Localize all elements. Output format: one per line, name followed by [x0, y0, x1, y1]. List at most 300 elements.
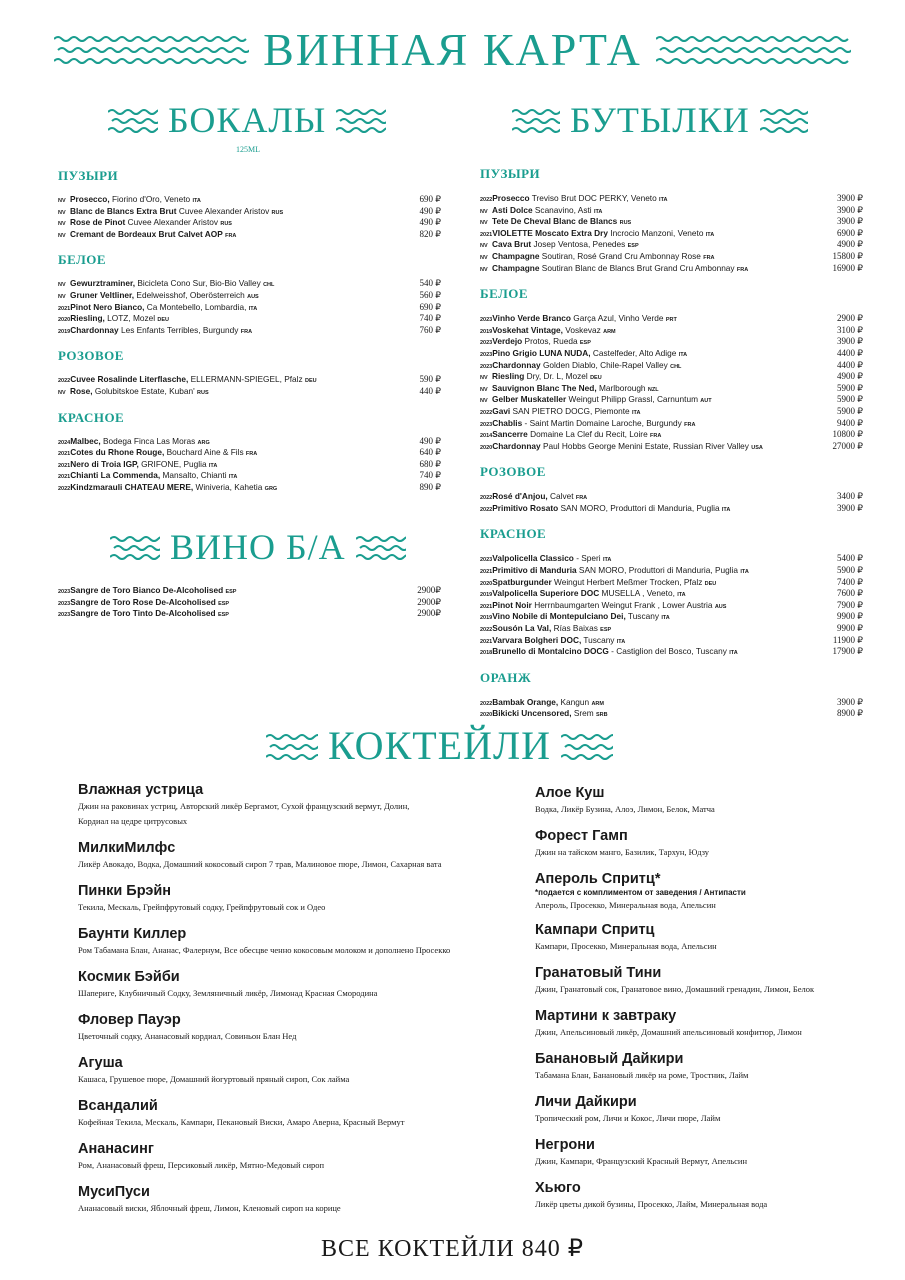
cocktail-item: [535, 964, 875, 1007]
wine-year: 2023: [58, 600, 71, 607]
wine-row: [480, 635, 863, 647]
cocktail-name: Гранатовый Тини: [535, 965, 662, 981]
category-heading: РОЗОВОЕ: [480, 464, 546, 480]
wine-year: 2019: [480, 328, 493, 335]
cocktails-price-footer: ВСЕ КОКТЕЙЛИ 840 ₽: [321, 1236, 584, 1262]
wine-year: 2021: [58, 305, 71, 312]
cocktail-name: Всандалий: [78, 1098, 158, 1114]
wine-country: SRB: [596, 712, 608, 719]
wine-country: CHL: [263, 282, 275, 289]
wine-price: 640 ₽: [419, 447, 441, 458]
wine-price: 4400 ₽: [837, 359, 863, 370]
wine-country: ITA: [729, 650, 738, 657]
cocktail-ingredients: Джин на тайском манго, Базилик, Тархун, Юдзу: [535, 847, 710, 857]
wine-name: Varvara Bolgheri DOC,: [492, 634, 582, 645]
wine-price: 2900₽: [417, 585, 441, 595]
wine-row: [58, 470, 441, 482]
wine-price: 9400 ₽: [837, 417, 863, 428]
wine-row: [480, 577, 863, 589]
wine-description: Fiorino d'Oro, Veneto: [109, 194, 191, 204]
wine-year: 2020: [480, 580, 493, 587]
wine-name: Sangre de Toro Rose De-Alcoholised: [70, 596, 216, 607]
cocktail-item: [535, 1050, 875, 1093]
wine-price: 4900 ₽: [837, 371, 863, 382]
category-heading: БЕЛОЕ: [58, 252, 107, 268]
waves-left-ornament: [54, 32, 249, 68]
wine-name: Cuvee Rosalinde Literflasche,: [70, 374, 189, 385]
cocktail-ingredients: Цветочный содку, Ананасовый кордиал, Совиньон Блан Нед: [78, 1031, 297, 1041]
wine-country: FRA: [575, 495, 588, 502]
wine-price: 3900 ₽: [837, 336, 863, 347]
wine-name: Verdejo: [492, 336, 523, 347]
wine-name: Rosé d'Anjou,: [492, 491, 548, 502]
cocktail-ingredients: Джин на раковинах устриц, Авторский ликёр Бергамот, Сухой французский вермут, Долин,: [78, 801, 410, 811]
wine-row: [480, 565, 863, 577]
wine-year: NV: [480, 208, 488, 215]
wine-list: [480, 697, 863, 720]
wine-name: Sancerre: [492, 429, 528, 440]
cocktail-ingredients: Джин, Гранатовый сок, Гранатовое вино, Домашний гренадин, Лимон, Белок: [535, 984, 815, 994]
cocktail-item: [535, 784, 875, 827]
wine-description: - Castiglion del Bosco, Tuscany: [608, 646, 727, 657]
wine-name: VIOLETTE Moscato Extra Dry: [492, 227, 608, 238]
wine-description: Edelweisshof, Oberösterreich: [134, 289, 245, 300]
wine-description: Herrnbaumgarten Weingut Frank , Lower Austria: [531, 599, 713, 610]
wine-country: NZL: [647, 386, 659, 393]
wine-country: FRA: [736, 266, 749, 273]
wine-price: 6900 ₽: [837, 227, 863, 238]
category-heading: ПУЗЫРИ: [58, 168, 119, 183]
cocktail-name: Пинки Брэйн: [78, 883, 172, 899]
wine-country: ITA: [659, 197, 668, 203]
wine-year: NV: [480, 266, 488, 273]
wine-country: RUS: [271, 209, 284, 216]
wine-name: Sauvignon Blanc The Ned,: [492, 382, 597, 393]
wine-country: DEU: [590, 375, 602, 382]
wine-country: ESP: [217, 612, 229, 619]
wine-country: ITA: [248, 305, 258, 312]
wine-name: Vino Nobile di Montepulciano Dei,: [492, 611, 626, 622]
wine-row: [58, 597, 441, 609]
wine-name: Rose,: [70, 385, 93, 396]
wine-description: Bodega Finca Las Moras: [100, 435, 196, 446]
wine-description: Marlborough: [596, 382, 646, 393]
wine-country: ITA: [721, 506, 731, 513]
wine-name: Pinot Nero Bianco,: [70, 301, 145, 312]
wine-price: 820 ₽: [419, 228, 441, 239]
wine-year: 2022: [480, 700, 493, 707]
cocktail-ingredients: Водка, Ликёр Бузина, Алоэ, Лимон, Белок, Матча: [535, 804, 715, 814]
wine-price: 680 ₽: [419, 458, 441, 469]
wine-year: 2021: [480, 638, 493, 645]
wine-name: Riesling: [492, 371, 525, 382]
cocktail-ingredients: Тропический ром, Личи и Кокос, Личи пюре, Лайм: [535, 1113, 721, 1123]
category-heading: БЕЛОЕ: [480, 286, 529, 302]
wine-price: 2900 ₽: [837, 313, 863, 324]
cocktail-name: Влажная устрица: [78, 782, 204, 798]
bottles-header: [512, 100, 808, 140]
wine-name: Bikicki Uncensored,: [492, 708, 572, 719]
cocktail-item: [78, 1054, 498, 1097]
wine-price: 16900 ₽: [832, 262, 863, 273]
cocktail-ingredients: Апероль, Просекко, Минеральная вода, Апельсин: [535, 900, 716, 910]
cocktail-note: *подается с комплиментом от заведения / Антипасти: [535, 888, 746, 897]
wine-description: Tuscany: [625, 611, 659, 622]
wine-name: Gavi: [492, 405, 511, 416]
cocktail-item: [78, 968, 498, 1011]
wine-description: Kangun: [558, 696, 590, 707]
wine-country: GRG: [264, 485, 278, 492]
wine-price: 3900 ₽: [837, 502, 863, 513]
wine-country: ESP: [600, 627, 612, 634]
wine-name: Asti Dolce: [492, 204, 533, 215]
wine-price: 760 ₽: [419, 324, 441, 335]
waves-ornament: [512, 106, 560, 134]
cocktails-left-column: [78, 781, 498, 1226]
wine-row: [480, 383, 863, 395]
wine-name: Cava Brut: [492, 239, 532, 250]
cocktail-name: Космик Бэйби: [78, 969, 180, 985]
page-title: ВИННАЯ КАРТА: [263, 24, 642, 75]
waves-ornament: [108, 106, 158, 134]
wine-row: [480, 697, 863, 709]
wine-country: ITA: [678, 351, 688, 358]
wine-country: ITA: [705, 231, 715, 238]
cocktail-ingredients: Ананасовый виски, Яблочный фреш, Лимон, Кленовый сироп на корице: [78, 1203, 341, 1213]
wine-price: 7400 ₽: [837, 576, 863, 587]
wine-name: Voskehat Vintage,: [492, 324, 563, 335]
wine-year: 2021: [58, 462, 71, 469]
cocktail-item: [78, 1140, 498, 1183]
cocktails-right-column: [535, 784, 875, 1222]
wine-description: Weingut Herbert Meßmer Trocken, Pfalz: [551, 576, 703, 587]
wine-year: NV: [58, 282, 66, 289]
wine-name: Gewurztraminer,: [70, 278, 136, 289]
wine-row: [480, 503, 863, 515]
wine-description: SAN MORO, Produttori di Manduria, Puglia: [558, 502, 720, 513]
cocktail-item: [78, 882, 498, 925]
wine-country: FRA: [225, 232, 237, 239]
cocktail-name: Баунти Киллер: [78, 926, 187, 942]
wine-year: 2020: [480, 444, 493, 451]
category-heading: ПУЗЫРИ: [480, 166, 541, 181]
wine-price: 8900 ₽: [837, 708, 863, 719]
wine-description: - Speri: [573, 553, 601, 564]
wine-price: 3900 ₽: [837, 204, 863, 215]
wine-name: Riesling,: [70, 313, 105, 324]
wine-price: 5900 ₽: [837, 565, 863, 576]
glasses-volume: 125ML: [236, 145, 260, 154]
wine-price: 890 ₽: [419, 481, 441, 492]
cocktail-ingredients: Джин, Апельсиновый ликёр, Домашний апельсиновый конфитюр, Лимон: [535, 1027, 802, 1037]
wine-price: 560 ₽: [419, 289, 441, 300]
wine-description: Paul Hobbs George Menini Estate, Russian River Valley: [540, 440, 749, 451]
wine-year: NV: [58, 198, 66, 204]
cocktail-item: [535, 1136, 875, 1179]
wine-list: [58, 374, 441, 397]
wine-price: 17900 ₽: [832, 646, 863, 657]
wine-year: 2022: [480, 627, 493, 634]
wine-row: [480, 228, 863, 240]
cocktail-name: Кампари Спритц: [535, 922, 655, 938]
wine-name: Sangre de Toro Tinto De-Alcoholised: [70, 608, 216, 619]
wine-country: PRT: [665, 317, 677, 324]
wine-price: 5900 ₽: [837, 382, 863, 393]
cocktail-ingredients: Текила, Мескаль, Грейпфрутовый содку, Грейпфрутовый сок и Одео: [78, 902, 326, 912]
cocktails-title: КОКТЕЙЛИ: [328, 723, 552, 768]
wine-year: 2022: [480, 197, 493, 203]
wine-row: [480, 325, 863, 337]
wine-row: [58, 608, 441, 620]
wine-description: Winiveria, Kahetia: [193, 481, 263, 492]
wine-country: CHL: [670, 363, 682, 370]
wine-year: 2024: [58, 439, 71, 446]
wine-price: 2900₽: [417, 596, 441, 607]
wine-country: ITA: [616, 638, 626, 645]
wine-row: [58, 194, 441, 206]
cocktail-ingredients: Кампари, Просекко, Минеральная вода, Апельсин: [535, 941, 717, 951]
wine-country: FRA: [240, 328, 253, 335]
wine-row: [58, 206, 441, 218]
wine-year: NV: [480, 398, 488, 405]
wine-name: Chablis: [492, 417, 523, 428]
cocktail-ingredients-continued: Кордиал на цедре цитрусовых: [78, 816, 188, 826]
cocktail-name: Негрони: [535, 1137, 595, 1153]
wine-description: Garça Azul, Vinho Verde: [570, 313, 664, 324]
wine-country: ITA: [208, 462, 218, 469]
wine-country: AUS: [247, 293, 259, 300]
wine-country: FRA: [245, 451, 258, 458]
wine-year: 2023: [480, 363, 493, 370]
page-header: [0, 22, 905, 78]
wine-description: Les Enfants Terribles, Burgundy: [118, 324, 239, 335]
wine-description: Josep Ventosa, Penedes: [531, 239, 626, 250]
cocktail-ingredients: Кашаса, Грушевое пюре, Домашний йогуртовый пряный сироп, Сок лайма: [78, 1074, 350, 1084]
wine-price: 490 ₽: [419, 217, 441, 228]
wine-description: Castelfeder, Alto Adige: [590, 347, 677, 358]
wine-price: 3400 ₽: [837, 491, 863, 502]
wine-price: 9900 ₽: [837, 623, 863, 634]
waves-ornament: [561, 731, 613, 761]
wine-price: 490 ₽: [419, 205, 441, 216]
wine-description: Ca Montebello, Lombardia,: [144, 301, 247, 312]
wine-year: 2019: [480, 615, 493, 622]
wine-price: 5400 ₽: [837, 553, 863, 564]
wine-country: RUS: [197, 389, 209, 396]
wine-year: NV: [480, 254, 488, 261]
wine-description: SAN MORO, Produttori di Manduria, Puglia: [576, 565, 739, 576]
wine-name: Nero di Troia IGP,: [70, 458, 139, 469]
wine-name: Primitivo Rosato: [492, 502, 559, 513]
wine-description: SAN PIETRO DOCG, Piemonte: [510, 405, 630, 416]
cocktail-item: [78, 781, 498, 839]
wine-country: ESP: [627, 243, 639, 250]
wine-year: 2023: [58, 612, 71, 619]
wine-country: FRA: [684, 421, 696, 428]
wine-year: NV: [58, 221, 66, 228]
wine-name: Pinot Noir: [492, 599, 532, 610]
wine-description: Domaine La Clef du Recit, Loire: [527, 429, 648, 440]
wine-row: [480, 263, 863, 275]
cocktail-name: Агуша: [78, 1055, 123, 1071]
wine-description: Treviso Brut DOC PERKY, Veneto: [529, 193, 657, 203]
wine-price: 740 ₽: [419, 313, 441, 324]
wine-description: Golden Diablo, Chile-Rapel Valley: [540, 359, 668, 370]
wine-country: AUT: [700, 398, 712, 405]
wine-price: 4400 ₽: [837, 347, 863, 358]
wine-row: [480, 360, 863, 372]
wine-country: ITA: [661, 615, 670, 622]
wine-year: 2022: [480, 506, 493, 513]
wine-name: Chardonnay: [492, 440, 541, 451]
wine-row: [58, 482, 441, 494]
cocktail-ingredients: Шапериге, Клубничный Содку, Земляничный ликёр, Лимонад Красная Смородина: [78, 988, 378, 998]
cocktail-name: МусиПуси: [78, 1184, 150, 1200]
wine-price: 440 ₽: [419, 385, 441, 396]
wine-price: 2900₽: [417, 608, 441, 619]
wine-name: Champagne: [492, 250, 540, 261]
wine-name: Kindzmarauli CHATEAU MERE,: [70, 481, 194, 492]
wine-year: 2023: [480, 340, 493, 347]
wine-row: [58, 374, 441, 386]
wine-description: ELLERMANN-SPIEGEL, Pfalz: [188, 374, 303, 385]
waves-ornament: [760, 106, 808, 134]
cocktail-ingredients: Кофейная Текила, Мескаль, Кампари, Пекановый Виски, Амаро Аверна, Красный Вермут: [78, 1117, 405, 1127]
wine-row: [58, 229, 441, 241]
wine-row: [58, 290, 441, 302]
wine-country: ITA: [192, 198, 201, 204]
wine-row: [480, 193, 863, 205]
cocktail-name: Фловер Пауэр: [78, 1012, 181, 1028]
category-heading: ОРАНЖ: [480, 669, 532, 685]
wine-description: MUSELLA , Veneto,: [599, 588, 675, 599]
wine-year: 2022: [58, 378, 71, 385]
wine-year: NV: [58, 293, 66, 300]
wine-year: 2023: [480, 557, 493, 564]
wine-row: [480, 216, 863, 228]
glasses-header: [108, 100, 386, 140]
cocktail-name: Банановый Дайкири: [535, 1051, 684, 1067]
cocktail-item: [535, 1007, 875, 1050]
wine-description: Mansalto, Chianti: [160, 470, 227, 481]
wine-row: [58, 313, 441, 325]
wine-year: 2022: [58, 485, 71, 492]
wine-row: [480, 553, 863, 565]
wine-description: Srem: [571, 708, 594, 719]
cocktail-name: Мартини к завтраку: [535, 1008, 677, 1024]
wine-price: 3900 ₽: [837, 696, 863, 707]
wine-description: Voskevaz: [562, 324, 601, 335]
wine-country: RUS: [220, 221, 232, 228]
wine-name: Gruner Veltliner,: [70, 289, 135, 300]
wine-price: 15800 ₽: [832, 250, 863, 261]
wine-description: Dry, Dr. L, Mozel: [524, 371, 588, 382]
waves-ornament: [336, 106, 386, 134]
wine-year: NV: [480, 375, 488, 382]
wine-price: 11900 ₽: [832, 634, 863, 645]
wine-description: Bicicleta Cono Sur, Bio-Bio Valley: [135, 278, 261, 289]
glasses-list: [58, 168, 441, 494]
wine-name: Prosecco: [492, 193, 530, 203]
category-heading: КРАСНОЕ: [480, 526, 547, 542]
nonalc-title: ВИНО Б/А: [170, 527, 346, 567]
wine-name: Malbec,: [70, 435, 101, 446]
wine-price: 690 ₽: [419, 301, 441, 312]
wine-list: [480, 553, 863, 657]
cocktail-name: Личи Дайкири: [535, 1094, 637, 1110]
wine-year: 2023: [480, 317, 493, 324]
wine-country: FRA: [650, 433, 662, 440]
wine-country: AUS: [714, 603, 727, 610]
wine-country: RUS: [619, 220, 632, 227]
wine-row: [480, 611, 863, 623]
cocktail-name: Апероль Спритц*: [535, 871, 661, 887]
cocktail-item: [78, 1183, 498, 1226]
wine-country: ITA: [677, 592, 686, 599]
waves-ornament: [110, 533, 160, 561]
wine-row: [58, 217, 441, 229]
wine-country: ARM: [591, 700, 604, 707]
wine-year: 2019: [58, 328, 71, 335]
wine-country: FRA: [703, 254, 715, 261]
wine-price: 5900 ₽: [837, 405, 863, 416]
wine-country: ITA: [602, 557, 612, 564]
wine-description: Incrocio Manzoni, Veneto: [607, 227, 704, 238]
wine-price: 5900 ₽: [837, 394, 863, 405]
wine-price: 27000 ₽: [832, 440, 863, 451]
glasses-title: БОКАЛЫ: [168, 100, 327, 140]
wine-row: [58, 436, 441, 448]
wine-year: 2022: [480, 495, 493, 502]
wine-row: [58, 585, 441, 597]
wine-year: NV: [480, 386, 488, 393]
wine-row: [58, 447, 441, 459]
wine-row: [480, 708, 863, 720]
wine-price: 7600 ₽: [837, 588, 863, 599]
wine-country: DEU: [704, 580, 717, 587]
wine-name: Spatburgunder: [492, 576, 552, 587]
cocktail-name: Форест Гамп: [535, 828, 628, 844]
wine-price: 3900 ₽: [837, 193, 863, 203]
wine-year: NV: [58, 232, 66, 239]
wine-year: NV: [480, 220, 488, 227]
waves-ornament: [356, 533, 406, 561]
wine-year: NV: [58, 209, 66, 216]
wine-name: Rose de Pinot: [70, 217, 126, 228]
wine-year: 2021: [58, 451, 71, 458]
wine-list: [480, 193, 863, 274]
cocktail-item: [535, 870, 875, 921]
wine-list: [58, 194, 441, 240]
wine-name: Sousón La Val,: [492, 623, 552, 634]
wine-year: 2022: [480, 409, 493, 416]
wine-country: ESP: [225, 589, 237, 595]
wine-description: Bouchard Aine & Fils: [164, 447, 244, 458]
category-heading: РОЗОВОЕ: [58, 348, 124, 364]
wine-country: USA: [751, 444, 763, 451]
cocktail-ingredients: Табамана Блан, Банановый ликёр на роме, Тростник, Лайм: [535, 1070, 749, 1080]
bottles-list: [480, 166, 863, 720]
wine-price: 9900 ₽: [837, 611, 863, 622]
wine-row: [58, 325, 441, 337]
nonalc-header: [110, 527, 406, 567]
wine-name: Brunello di Montalcino DOCG: [492, 646, 609, 657]
wine-price: 490 ₽: [419, 435, 441, 446]
wine-year: 2020: [58, 317, 71, 324]
wine-description: - Saint Martin Domaine Laroche, Burgundy: [522, 417, 682, 428]
wine-name: Sangre de Toro Bianco De-Alcoholised: [70, 585, 224, 595]
cocktail-ingredients: Ром Табамана Блан, Ананас, Фалернум, Все обесцве ченно кокосовым молоком и дополнено Просекко: [78, 945, 451, 955]
